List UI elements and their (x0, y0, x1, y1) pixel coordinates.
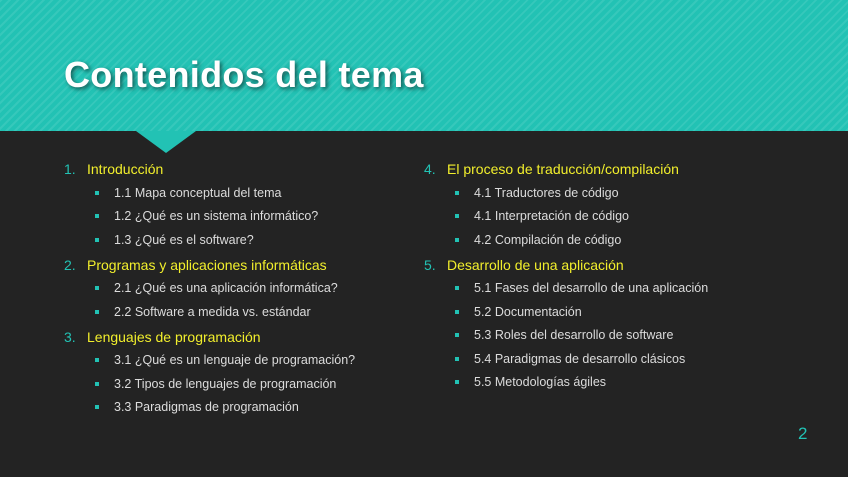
list-item (424, 300, 834, 324)
bullet-icon (95, 382, 99, 386)
list-item (424, 181, 834, 205)
bullet-icon (95, 191, 99, 195)
list-item (64, 349, 414, 373)
bullet-icon (455, 310, 459, 314)
list-item-text: 3.2 Tipos de lenguajes de programación (114, 376, 337, 391)
list-item-text: 3.1 ¿Qué es un lenguaje de programación? (114, 353, 356, 368)
bullet-icon (95, 310, 99, 314)
list-item-text: 1.2 ¿Qué es un sistema informático? (114, 209, 319, 224)
section-title: Lenguajes de programación (87, 328, 261, 345)
section-heading (424, 253, 834, 277)
list-item-text: 4.1 Traductores de código (474, 185, 619, 200)
list-item (64, 372, 414, 396)
bullet-icon (455, 380, 459, 384)
list-item (64, 205, 414, 229)
list-item (424, 324, 834, 348)
list-item-text: 2.1 ¿Qué es una aplicación informática? (114, 281, 338, 296)
bullet-icon (455, 333, 459, 337)
section-title: Desarrollo de una aplicación (447, 256, 624, 273)
section-number: 3. (64, 328, 76, 345)
section-number: 1. (64, 161, 76, 177)
bullet-icon (95, 214, 99, 218)
list-item-text: 5.1 Fases del desarrollo de una aplicación (474, 281, 709, 296)
section-number: 2. (64, 256, 76, 273)
section-title: Introducción (87, 161, 164, 177)
section-5 (424, 253, 834, 395)
right-column (424, 156, 834, 394)
list-item (424, 228, 834, 252)
bullet-icon (455, 286, 459, 290)
section-title: Programas y aplicaciones informáticas (87, 256, 327, 273)
section-2 (64, 253, 414, 324)
slide-title: Contenidos del tema (64, 54, 424, 95)
bullet-icon (95, 405, 99, 409)
list-item (424, 371, 834, 395)
list-item (424, 347, 834, 371)
bullet-icon (455, 238, 459, 242)
bullet-icon (95, 286, 99, 290)
list-item-text: 5.5 Metodologías ágiles (474, 375, 607, 390)
list-item-text: 4.1 Interpretación de código (474, 209, 629, 224)
page-number: 2 (798, 424, 808, 443)
section-heading (64, 325, 414, 349)
list-item (64, 181, 414, 205)
bullet-icon (95, 238, 99, 242)
list-item (64, 277, 414, 301)
list-item-text: 3.3 Paradigmas de programación (114, 400, 299, 415)
section-1 (64, 157, 414, 252)
list-item-text: 1.3 ¿Qué es el software? (114, 232, 254, 247)
list-item-text: 5.4 Paradigmas de desarrollo clásicos (474, 351, 686, 366)
list-item (64, 396, 414, 420)
left-column (64, 156, 414, 419)
section-title: El proceso de traducción/compilación (447, 161, 679, 177)
section-heading (64, 157, 414, 181)
section-3 (64, 325, 414, 420)
bullet-icon (455, 214, 459, 218)
list-item-text: 4.2 Compilación de código (474, 232, 622, 247)
list-item-text: 1.1 Mapa conceptual del tema (114, 185, 282, 200)
bullet-icon (455, 357, 459, 361)
list-item-text: 2.2 Software a medida vs. estándar (114, 304, 311, 319)
list-item-text: 5.2 Documentación (474, 304, 582, 319)
section-number: 5. (424, 256, 436, 273)
list-item (64, 228, 414, 252)
section-4 (424, 157, 834, 252)
list-item (424, 277, 834, 301)
section-number: 4. (424, 161, 436, 177)
section-heading (64, 253, 414, 277)
header-notch (136, 131, 196, 153)
list-item (424, 205, 834, 229)
list-item-text: 5.3 Roles del desarrollo de software (474, 328, 674, 343)
bullet-icon (95, 358, 99, 362)
bullet-icon (455, 191, 459, 195)
list-item (64, 300, 414, 324)
section-heading (424, 157, 834, 181)
